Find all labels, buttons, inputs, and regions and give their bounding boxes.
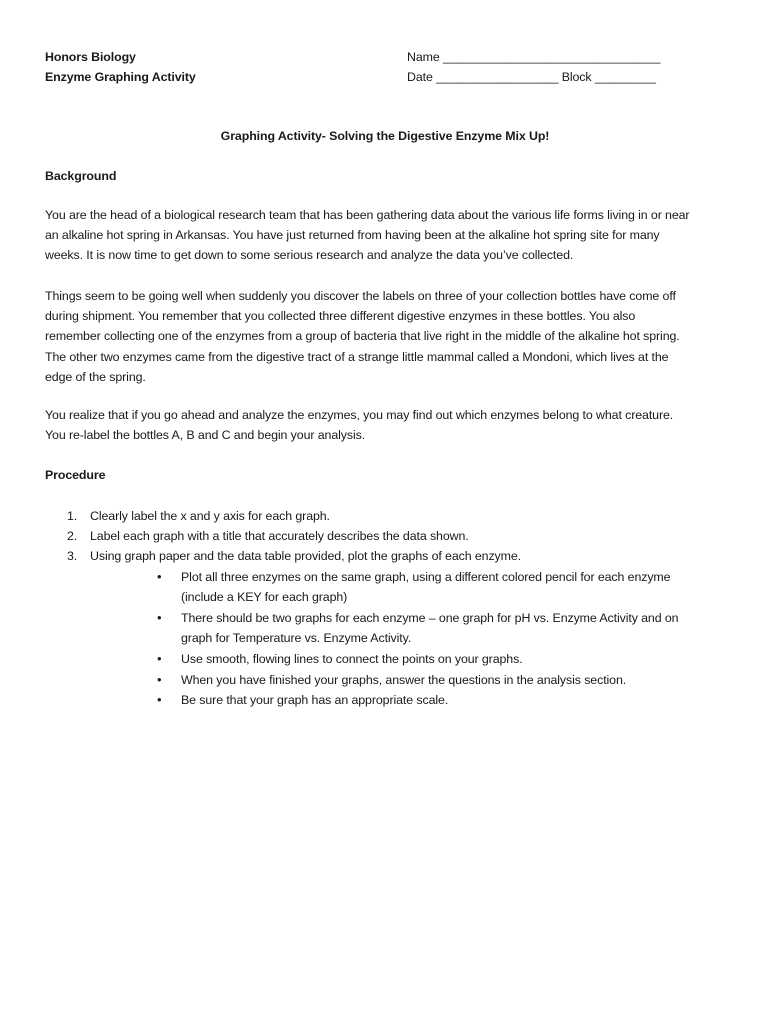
bullet-icon: • — [157, 569, 162, 584]
bullet-line: Use smooth, flowing lines to connect the points on your graphs. — [181, 651, 523, 666]
paragraph-line: You realize that if you go ahead and analyze the enzymes, you may find out which enzymes belong to what creature. — [45, 408, 674, 422]
header-right — [407, 47, 660, 87]
procedure-heading: Procedure — [45, 468, 106, 482]
procedure-bullets — [0, 567, 770, 711]
bullet-text — [181, 670, 721, 690]
bullet-item — [0, 567, 770, 607]
paragraph-line: You re-label the bottles A, B and C and begin your analysis. — [45, 428, 366, 443]
course-name: Honors Biology — [45, 50, 136, 64]
paragraph-line: edge of the spring. — [45, 369, 146, 384]
step-number: 3. — [67, 549, 78, 564]
bullet-line: When you have finished your graphs, answer the questions in the analysis section. — [181, 672, 627, 687]
procedure-step — [45, 506, 735, 526]
bullet-icon: • — [157, 692, 162, 708]
bullet-line: Be sure that your graph has an appropriate scale. — [181, 693, 449, 708]
background-heading: Background — [45, 169, 117, 183]
bullet-line: (include a KEY for each graph) — [181, 590, 348, 605]
paragraph-line: You are the head of a biological research team that has been gathering data about the various life forms living in or near — [45, 208, 690, 222]
bullet-item — [0, 649, 770, 669]
bullet-icon: • — [157, 609, 162, 625]
bullet-icon: • — [157, 671, 162, 687]
bullet-line: Plot all three enzymes on the same graph, using a different colored pencil for each enzyme — [181, 570, 671, 584]
paragraph-line: during shipment. You remember that you collected three different digestive enzymes in these bottles. You also — [45, 309, 636, 324]
bullet-item — [0, 608, 770, 648]
step-text: Label each graph with a title that accurately describes the data shown. — [90, 529, 469, 544]
bullet-icon: • — [157, 650, 162, 666]
bullet-text — [181, 567, 721, 607]
background-paragraph-1 — [45, 205, 735, 266]
background-paragraph-2 — [45, 286, 735, 387]
header-left — [45, 47, 196, 87]
procedure-step — [45, 526, 735, 546]
date-block-line: Date __________________ Block _________ — [407, 70, 656, 84]
bullet-line: graph for Temperature vs. Enzyme Activity. — [181, 631, 412, 646]
bullet-text — [181, 690, 721, 710]
procedure-step — [45, 546, 735, 566]
bullet-item — [0, 690, 770, 710]
bullet-line: There should be two graphs for each enzyme – one graph for pH vs. Enzyme Activity and on — [181, 610, 679, 625]
step-text: Clearly label the x and y axis for each graph. — [90, 509, 330, 523]
step-number: 1. — [67, 509, 78, 523]
paragraph-line: The other two enzymes came from the digestive tract of a strange little mammal called a Mondoni, which lives at the — [45, 349, 669, 364]
paragraph-line: an alkaline hot spring in Arkansas. You have just returned from having been at the alkaline hot spring site for many — [45, 228, 660, 243]
background-paragraph-3 — [45, 405, 735, 445]
page-title: Graphing Activity- Solving the Digestive Enzyme Mix Up! — [220, 129, 550, 143]
paragraph-line: remember collecting one of the enzymes from a group of bacteria that live right in the middle of the alkaline hot spring. — [45, 329, 680, 344]
bullet-text — [181, 649, 721, 669]
procedure-steps — [45, 506, 735, 567]
paragraph-line: weeks. It is now time to get down to some serious research and analyze the data you’ve collected. — [45, 248, 574, 263]
name-line: Name ________________________________ — [407, 50, 661, 64]
step-number: 2. — [67, 529, 78, 544]
paragraph-line: Things seem to be going well when suddenly you discover the labels on three of your collection bottles have come off — [45, 289, 676, 303]
bullet-text — [181, 608, 721, 648]
bullet-item — [0, 670, 770, 690]
step-text: Using graph paper and the data table provided, plot the graphs of each enzyme. — [90, 549, 521, 564]
activity-name: Enzyme Graphing Activity — [45, 70, 196, 84]
